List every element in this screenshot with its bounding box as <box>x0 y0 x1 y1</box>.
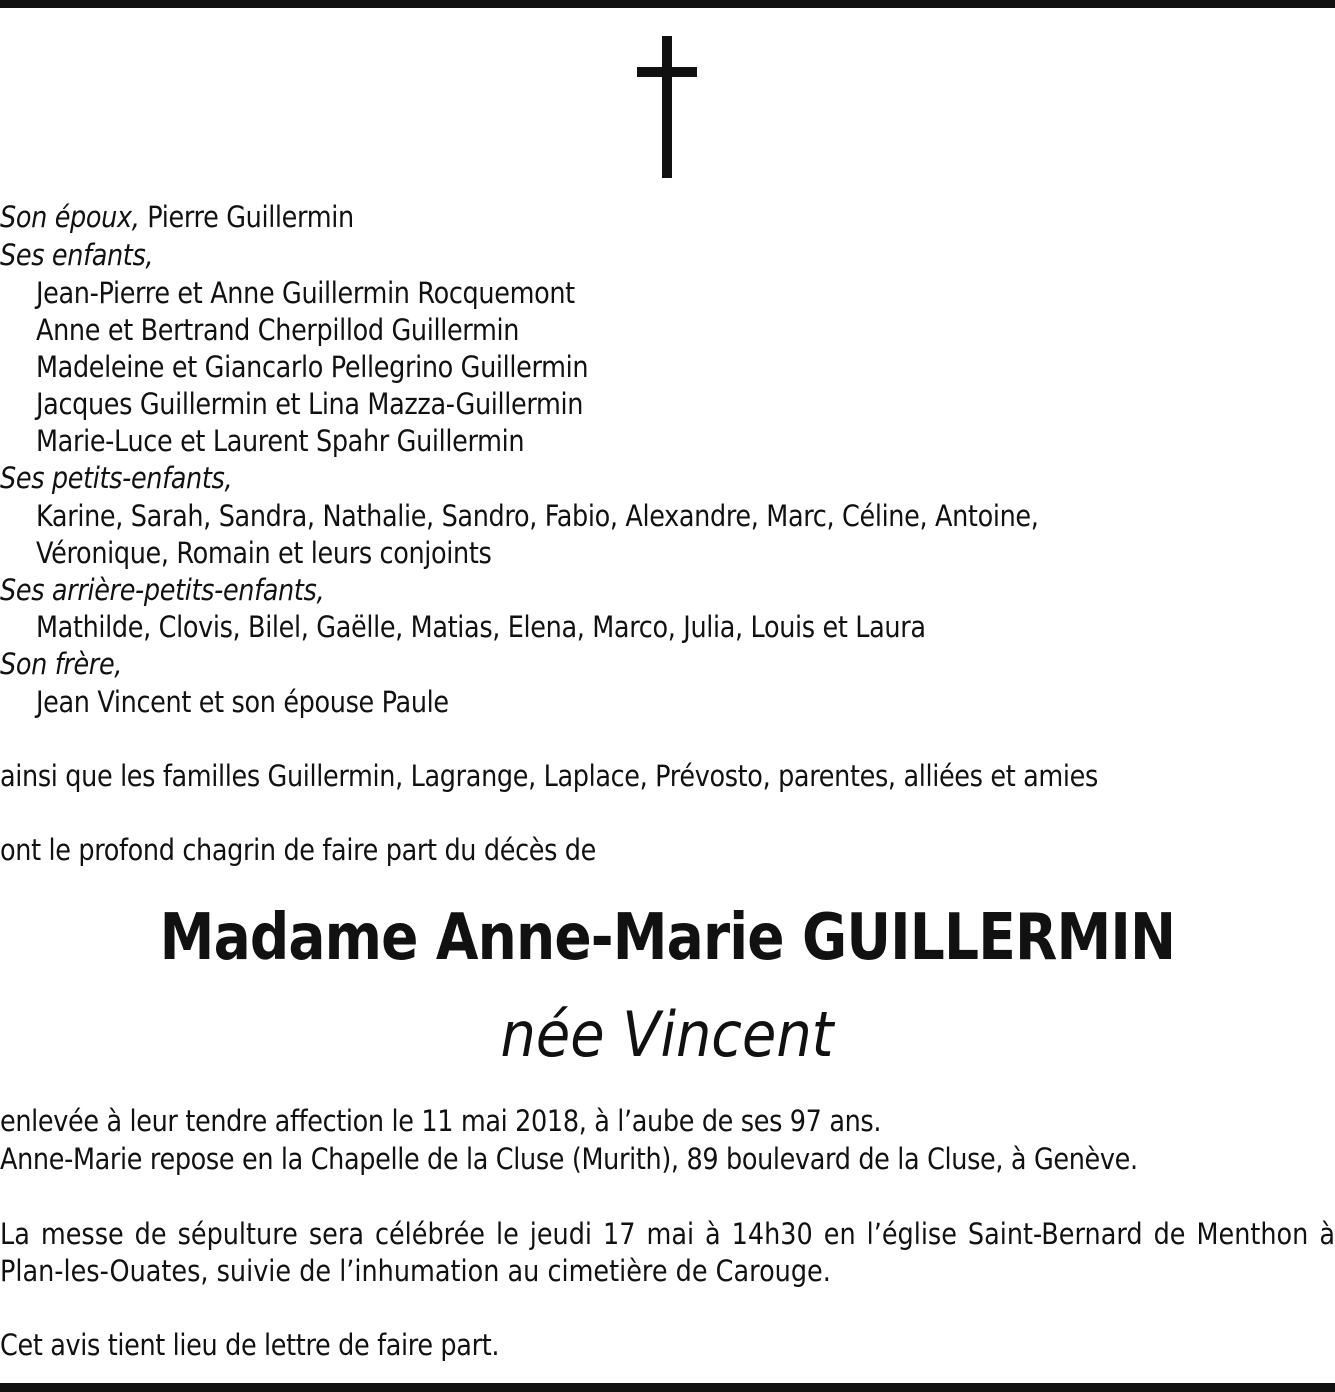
spouse-label: Son époux, <box>0 200 140 234</box>
great-grandchildren-label: Ses arrière-petits-enfants, <box>0 573 325 607</box>
spouse-line <box>0 199 354 236</box>
detail-line: Anne-Marie repose en la Chapelle de la Cluse (Murith), 89 boulevard de la Cluse, à Genève. <box>0 1142 1138 1176</box>
maiden-name <box>0 995 1335 1075</box>
grandchildren-item: Karine, Sarah, Sandra, Nathalie, Sandro, Fabio, Alexandre, Marc, Céline, Antoine, <box>36 499 1039 533</box>
maiden-name-text: née Vincent <box>500 998 835 1071</box>
child-item: Jean-Pierre et Anne Guillermin Rocquemont <box>36 276 575 310</box>
child-item: Madeleine et Giancarlo Pellegrino Guillermin <box>36 350 589 384</box>
closing-line: Cet avis tient lieu de lettre de faire part. <box>0 1328 500 1362</box>
deceased-name <box>0 898 1335 978</box>
brother-label: Son frère, <box>0 647 123 681</box>
bottom-rule <box>0 1383 1335 1392</box>
detail-line: enlevée à leur tendre affection le 11 mai 2018, à l’aube de ses 97 ans. <box>0 1104 882 1138</box>
ceremony-paragraph <box>0 1216 1335 1290</box>
ceremony-text: La messe de sépulture sera célébrée le jeudi 17 mai à 14h30 en l’église Saint-Bernard de Menthon à Plan-les-Ouates, suivie de l’inhumation au cimetière de Carouge. <box>0 1217 1335 1288</box>
grandchildren-label: Ses petits-enfants, <box>0 461 233 495</box>
announcement-line: ont le profond chagrin de faire part du décès de <box>0 833 597 867</box>
top-rule <box>0 0 1335 8</box>
children-label: Ses enfants, <box>0 238 154 272</box>
great-grandchildren-item: Mathilde, Clovis, Bilel, Gaëlle, Matias, Elena, Marco, Julia, Louis et Laura <box>36 610 926 644</box>
cross-horizontal-bar <box>637 67 697 77</box>
child-item: Marie-Luce et Laurent Spahr Guillermin <box>36 424 525 458</box>
grandchildren-item: Véronique, Romain et leurs conjoints <box>36 536 492 570</box>
child-item: Anne et Bertrand Cherpillod Guillermin <box>36 313 520 347</box>
brother-item: Jean Vincent et son épouse Paule <box>36 685 449 719</box>
cross-icon <box>0 36 1335 178</box>
families-line: ainsi que les familles Guillermin, Lagrange, Laplace, Prévosto, parentes, alliées et amies <box>0 759 1098 793</box>
child-item: Jacques Guillermin et Lina Mazza-Guillermin <box>36 387 584 421</box>
deceased-name-text: Madame Anne-Marie GUILLERMIN <box>159 901 1176 975</box>
spouse-name: Pierre Guillermin <box>147 200 354 234</box>
cross-vertical-bar <box>662 36 672 178</box>
